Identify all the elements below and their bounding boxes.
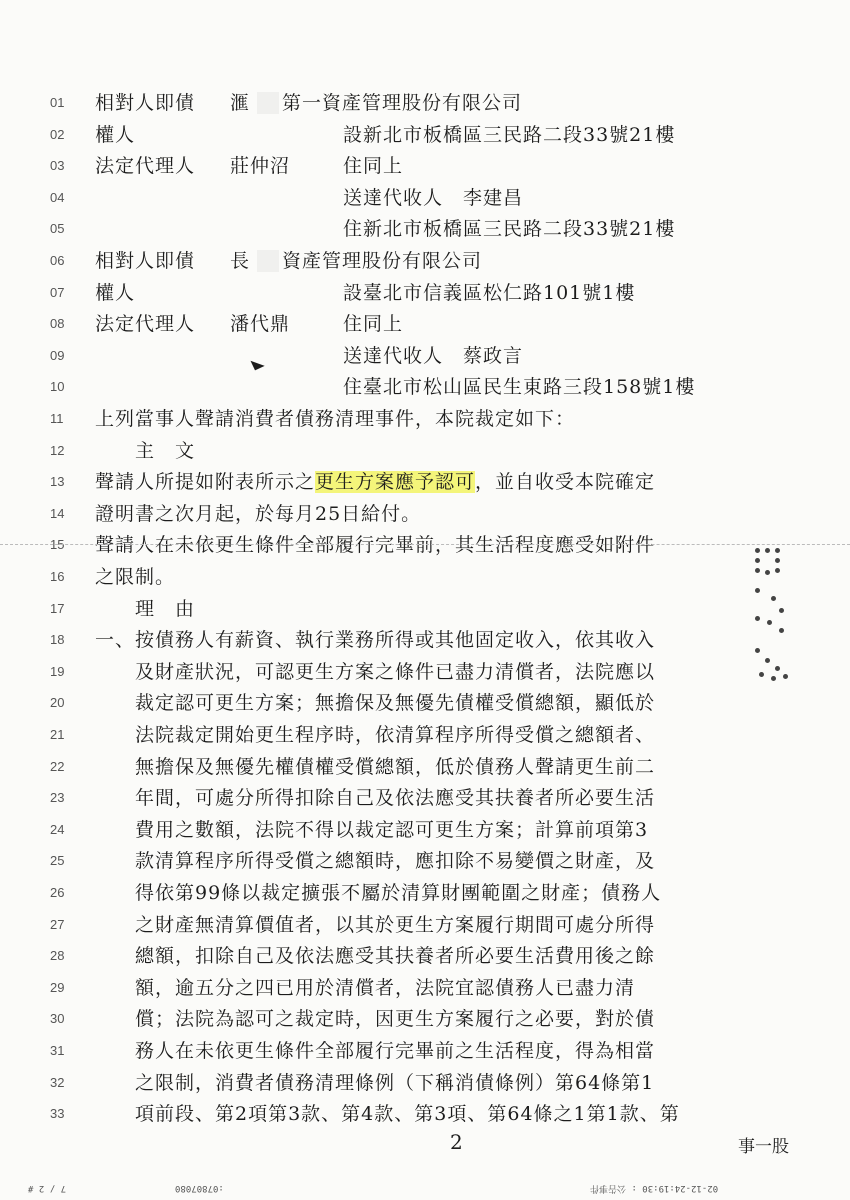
line-text: 無擔保及無優先權債權受償總額，低於債務人聲請更生前二 [95,755,656,778]
fax-header-time: 02-12-24:19:30 : 公告事件 [590,1183,719,1193]
line-text: 權人 [95,281,136,304]
text-line [0,246,850,276]
scan-artifact-line [0,544,850,545]
dot-mark [755,568,760,573]
line-text: 住新北市板橋區三民路二段33號21樓 [343,218,676,241]
line-number: 06 [50,253,65,268]
dot-mark [783,674,788,679]
dot-mark [765,658,770,663]
text-line [0,309,850,339]
text-line [0,120,850,150]
highlighted-text: 更生方案應予認可 [315,471,476,494]
text-line [0,467,850,497]
line-text: 費用之數額，法院不得以裁定認可更生方案；計算前項第3 [95,818,649,841]
text-line [0,815,850,845]
text-line [0,436,850,466]
line-text: 得依第99條以裁定擴張不屬於清算財團範圍之財產；債務人 [95,882,662,904]
text-line [0,404,850,434]
text-line [0,214,850,244]
dot-mark [755,648,760,653]
dot-mark [779,608,784,613]
line-text: 送達代收人 李建昌 [343,186,524,209]
line-number: 30 [50,1011,65,1027]
line-number: 21 [50,727,65,742]
line-text: 一、按債務人有薪資、執行業務所得或其他固定收入，依其收入 [95,629,656,652]
line-text [95,469,655,495]
dot-mark [775,568,780,573]
line-number: 33 [50,1106,65,1122]
text-line [0,973,850,1003]
line-text: 聲請人在未依更生條件全部履行完畢前，其生活程度應受如附件 [95,534,656,557]
line-number: 05 [50,221,65,237]
line-text: 償；法院為認可之裁定時，因更生方案履行之必要，對於債 [95,1008,656,1031]
line-text: 住同上 [343,313,404,336]
text-line [0,372,850,402]
line-text: 務人在未依更生條件全部履行完畢前之生活程度，得為相當 [95,1040,656,1062]
dot-mark [755,548,760,553]
line-text: 裁定認可更生方案；無擔保及無優先債權受償總額，顯低於 [95,692,656,715]
line-text: 之財產無清算價值者，以其於更生方案履行期間可處分所得 [95,913,656,936]
line-text: 之限制，消費者債務清理條例（下稱消債條例）第64條第1 [95,1071,655,1094]
text-line [0,499,850,529]
text-line [0,752,850,782]
line-text: 主 文 [95,439,196,462]
line-text: 住臺北市松山區民生東路三段158號1樓 [343,376,696,399]
line-number: 09 [50,347,65,363]
line-text: 法院裁定開始更生程序時，依清算程序所得受償之總額者、 [95,724,656,746]
text-line [0,1036,850,1066]
text-line [0,530,850,560]
line-number: 29 [50,979,65,995]
line-text: 相對人即債 [95,92,196,114]
line-number: 26 [50,885,65,900]
line-number: 18 [50,632,65,648]
line-number: 02 [50,126,65,142]
line-number: 12 [50,442,65,458]
dot-mark [755,558,760,563]
line-text: 第一資產管理股份有限公司 [282,92,523,114]
line-text: 項前段、第2項第3款、第4款、第3項、第64條之1第1款、第 [95,1103,680,1126]
dot-mark [765,548,770,553]
text-after-highlight: ，並自收受本院確定 [475,471,656,494]
line-number: 04 [50,189,65,205]
redaction-box [257,92,279,114]
line-text: 上列當事人聲請消費者債務清理事件，本院裁定如下： [95,408,576,430]
line-number: 13 [50,474,65,490]
line-number: 07 [50,284,65,300]
court-unit: 事一股 [738,1137,789,1157]
dot-mark [779,628,784,633]
line-text: 莊仲沼 [230,155,291,178]
text-line [0,1099,850,1129]
page-number: 2 [450,1130,463,1154]
line-number: 11 [50,411,64,426]
line-text: 之限制。 [95,566,176,588]
ink-mark: ◣ [249,353,266,373]
redaction-box [257,250,279,272]
line-text: 滙 [230,92,251,114]
line-number: 15 [50,537,65,553]
text-line [0,341,850,371]
dot-mark [759,672,764,677]
text-line [0,657,850,687]
dot-mark [775,666,780,671]
line-number: 23 [50,790,65,806]
line-text: 送達代收人 蔡政言 [343,344,524,367]
text-line [0,562,850,592]
line-number: 14 [50,505,65,521]
text-line [0,594,850,624]
line-text: 額，逾五分之四已用於清償者，法院宜認債務人已盡力清 [95,976,636,999]
line-text: 相對人即債 [95,250,196,272]
dot-mark [765,570,770,575]
text-line [0,878,850,908]
fax-header-number: :07807080 [175,1183,224,1193]
line-text: 潘代鼎 [230,313,291,336]
line-number: 01 [50,95,65,110]
text-line [0,720,850,750]
line-number: 27 [50,916,65,932]
line-text: 法定代理人 [95,313,196,336]
line-text: 理 由 [95,597,196,620]
line-text: 總額，扣除自己及依法應受其扶養者所必要生活費用後之餘 [95,945,656,968]
text-line [0,88,850,118]
line-number: 16 [50,569,65,584]
line-text: 資產管理股份有限公司 [282,250,483,272]
line-number: 10 [50,379,65,395]
text-line [0,1068,850,1098]
dot-mark [775,548,780,553]
dot-mark [767,620,772,625]
line-number: 32 [50,1074,65,1090]
text-before-highlight: 聲請人所提如附表所示之 [95,471,316,494]
dot-mark [771,676,776,681]
text-line [0,625,850,655]
text-line [0,910,850,940]
dot-mark [771,596,776,601]
text-line [0,941,850,971]
line-number: 25 [50,853,65,869]
line-number: 17 [50,600,65,616]
line-number: 28 [50,948,65,964]
line-number: 08 [50,316,65,332]
dot-mark [775,558,780,563]
text-line [0,846,850,876]
line-text: 證明書之次月起，於每月25日給付。 [95,502,422,525]
line-number: 22 [50,758,65,774]
dot-mark [755,616,760,621]
line-number: 19 [50,663,65,679]
line-number: 31 [50,1043,65,1058]
line-number: 24 [50,821,65,837]
line-text: 款清算程序所得受償之總額時，應扣除不易變價之財產，及 [95,850,656,873]
dot-mark [755,588,760,593]
line-text: 長 [230,250,251,272]
line-number: 20 [50,695,65,711]
line-text: 年間，可處分所得扣除自己及依法應受其扶養者所必要生活 [95,787,656,810]
text-line [0,183,850,213]
text-line [0,278,850,308]
line-text: 法定代理人 [95,155,196,178]
text-line [0,688,850,718]
text-line [0,1004,850,1034]
line-text: 及財產狀況，可認更生方案之條件已盡力清償者，法院應以 [95,660,656,683]
text-line [0,783,850,813]
line-text: 設臺北市信義區松仁路101號1樓 [343,281,636,304]
text-line [0,151,850,181]
line-text: 住同上 [343,155,404,178]
line-number: 03 [50,158,65,174]
line-text: 權人 [95,123,136,146]
fax-header-left: 7 / 2 # [28,1183,66,1193]
line-text: 設新北市板橋區三民路二段33號21樓 [343,123,676,146]
